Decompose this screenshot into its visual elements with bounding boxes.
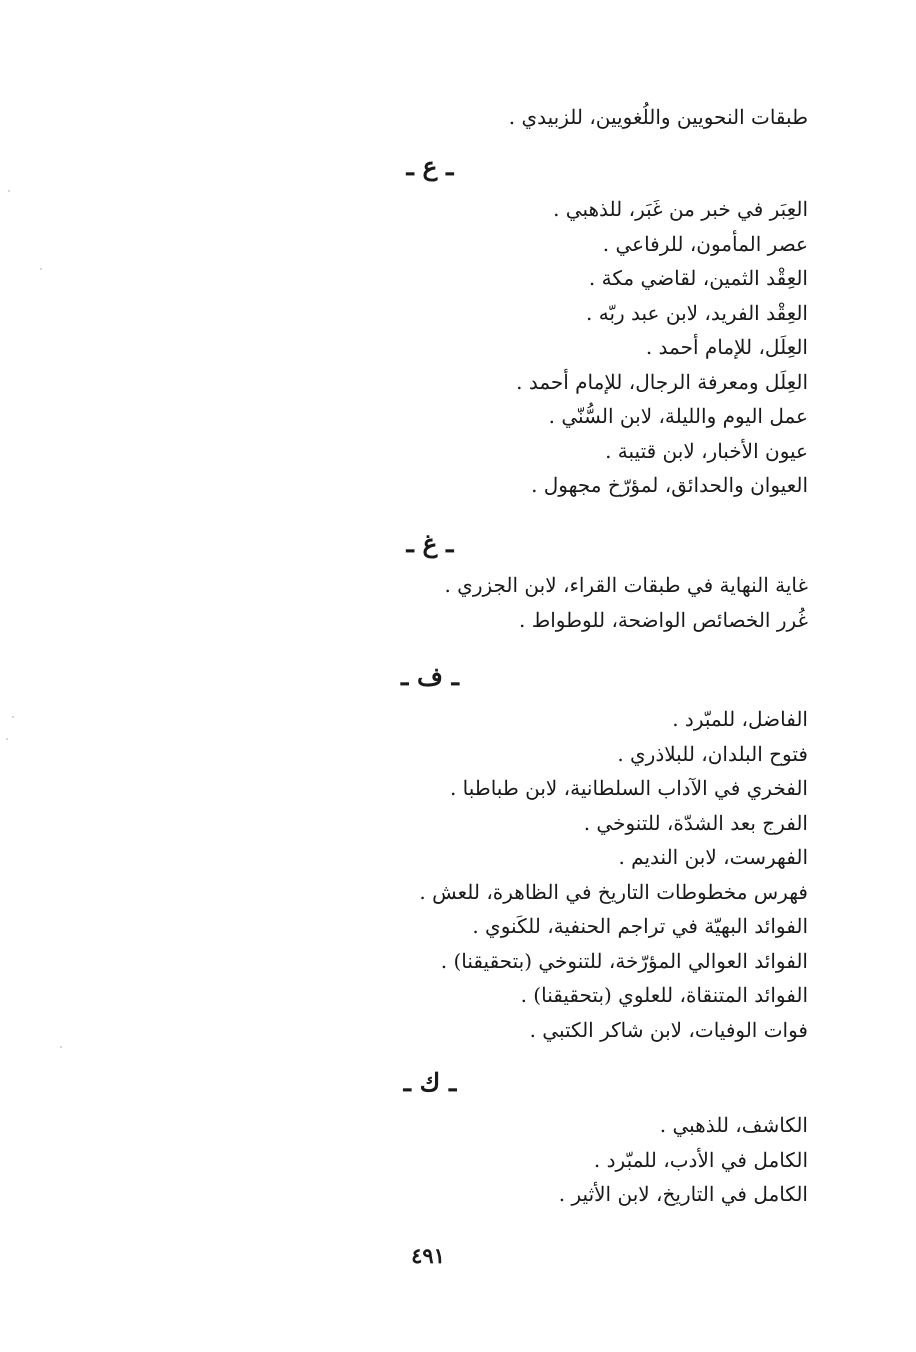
list-item: فتوح البلدان، للبلاذري .	[617, 741, 808, 766]
list-item: غُرر الخصائص الواضحة، للوطواط .	[519, 607, 808, 632]
list-item: عيون الأخبار، لابن قتيبة .	[605, 438, 808, 463]
section-heading-kaf: ـ ك ـ	[403, 1068, 457, 1097]
list-item: الفاضل، للمبّرد .	[672, 707, 808, 731]
list-item: عصر المأمون، للرفاعي .	[602, 231, 808, 256]
list-item: العِقْد الفريد، لابن عبد ربّه .	[586, 300, 808, 325]
list-item: عمل اليوم والليلة، لابن السُّنّي .	[548, 404, 808, 428]
list-item: فهرس مخطوطات التاريخ في الظاهرة، للعش .	[419, 879, 808, 904]
list-item: العِلَل، للإمام أحمد .	[645, 335, 808, 359]
scan-speck	[40, 268, 42, 270]
entry-list	[108, 568, 808, 637]
page-number: ٤٩١	[411, 1243, 445, 1268]
list-item: العِبَر في خبر من غَبَر، للذهبي .	[553, 197, 808, 221]
list-item: الكاشف، للذهبي .	[659, 1113, 808, 1137]
list-item: غاية النهاية في طبقات القراء، لابن الجزري .	[444, 573, 808, 597]
section-heading-ain: ـ ع ـ	[406, 152, 454, 181]
section-heading-fa: ـ ف ـ	[401, 662, 459, 691]
list-item: طبقات النحويين واللُغويين، للزبيدي .	[508, 105, 808, 129]
entry-list	[108, 192, 808, 503]
section-heading-ghain: ـ غ ـ	[406, 529, 454, 558]
entry-list	[108, 1108, 808, 1212]
list-item: الفوائد البهيّة في تراجم الحنفية، للكَنوي .	[472, 914, 808, 938]
list-item: فوات الوفيات، لابن شاكر الكتبي .	[529, 1017, 808, 1042]
list-item: الفهرست، لابن النديم .	[618, 845, 808, 869]
list-item: الكامل في التاريخ، لابن الأثير .	[558, 1182, 808, 1206]
scan-speck	[8, 190, 10, 192]
list-item: العيوان والحدائق، لمؤرّخ مجهول .	[531, 473, 808, 497]
scan-speck	[60, 1046, 62, 1048]
list-item: العِقْد الثمين، لقاضي مكة .	[588, 266, 808, 290]
scan-speck	[12, 716, 14, 718]
list-item: الفوائد العوالي المؤرّخة، للتنوخي (بتحقيقنا) .	[440, 948, 808, 973]
list-item: العِلَل ومعرفة الرجال، للإمام أحمد .	[516, 369, 808, 394]
list-item: الفرج بعد الشدّة، للتنوخي .	[583, 810, 808, 835]
list-item: الفخري في الآداب السلطانية، لابن طباطبا .	[449, 776, 808, 800]
list-item: الكامل في الأدب، للمبّرد .	[593, 1147, 808, 1172]
entry-list	[108, 100, 808, 135]
list-item: الفوائد المتنقاة، للعلوي (بتحقيقنا) .	[520, 983, 808, 1007]
scan-speck	[6, 738, 8, 740]
entry-list	[108, 702, 808, 1047]
